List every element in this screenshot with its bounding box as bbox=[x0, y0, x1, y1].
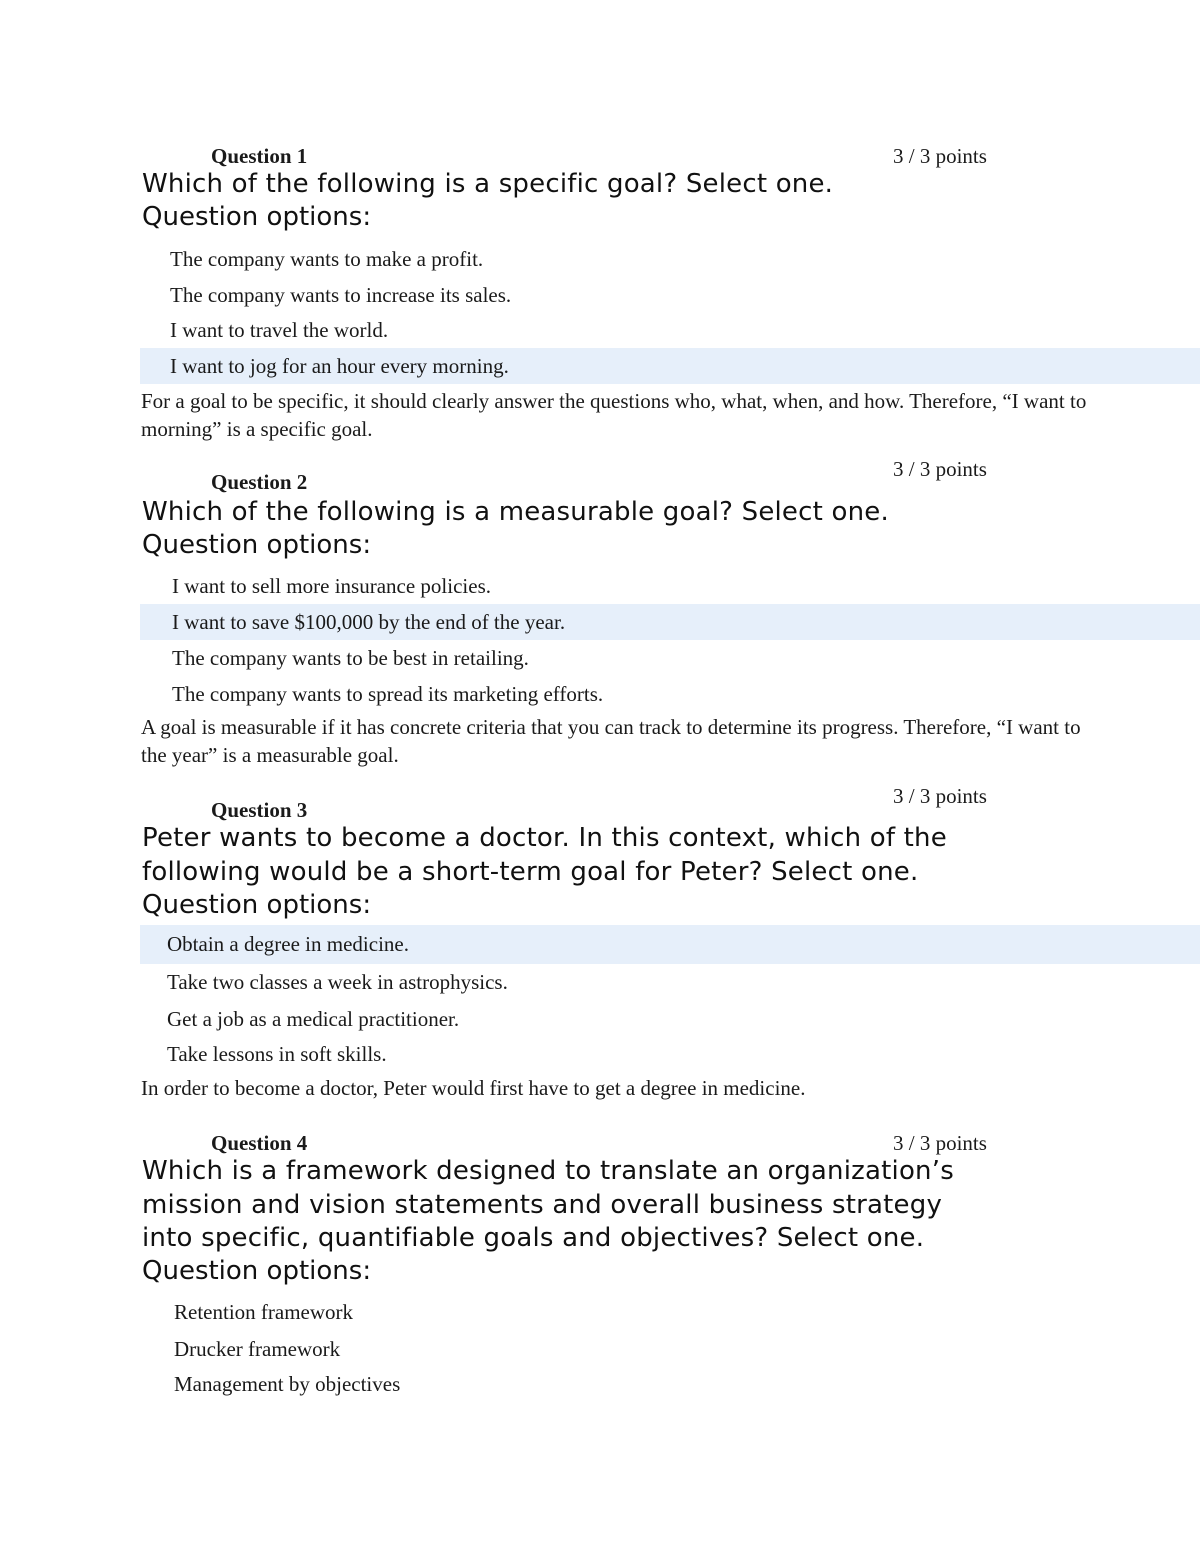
question-stem bbox=[142, 168, 833, 202]
answer-option-label: I want to travel the world. bbox=[170, 318, 389, 342]
question-points: 3 / 3 points bbox=[893, 784, 987, 808]
answer-option-selected[interactable] bbox=[140, 604, 1200, 640]
question-label: Question 1 bbox=[211, 144, 308, 168]
answer-option-label: Obtain a degree in medicine. bbox=[167, 932, 409, 956]
question-options-heading: Question options: bbox=[142, 890, 372, 920]
answer-feedback bbox=[141, 387, 1200, 443]
question-label: Question 2 bbox=[211, 470, 308, 494]
answer-option[interactable] bbox=[140, 964, 1200, 1000]
answer-option-label: Take lessons in soft skills. bbox=[167, 1042, 387, 1066]
question-stem bbox=[142, 1155, 954, 1256]
answer-option[interactable] bbox=[140, 1001, 1200, 1037]
question-points: 3 / 3 points bbox=[893, 457, 987, 481]
question-stem-line: Which is a framework designed to translate an organization’s bbox=[142, 1156, 954, 1186]
answer-option[interactable] bbox=[140, 568, 1200, 604]
answer-option[interactable] bbox=[140, 277, 1200, 313]
answer-option[interactable] bbox=[140, 676, 1200, 712]
answer-option-label: Take two classes a week in astrophysics. bbox=[167, 970, 508, 994]
answer-option-label: Retention framework bbox=[174, 1300, 354, 1324]
question-points: 3 / 3 points bbox=[893, 144, 987, 168]
question-stem-line: mission and vision statements and overall business strategy bbox=[142, 1189, 943, 1220]
answer-option-label: The company wants to increase its sales. bbox=[170, 283, 512, 307]
feedback-line: In order to become a doctor, Peter would first have to get a degree in medicine. bbox=[141, 1076, 806, 1100]
answer-option-label: Drucker framework bbox=[174, 1337, 341, 1361]
answer-feedback bbox=[141, 713, 1200, 769]
feedback-line: morning” is a specific goal. bbox=[141, 417, 373, 441]
answer-option[interactable] bbox=[140, 640, 1200, 676]
answer-option-label: Get a job as a medical practitioner. bbox=[167, 1007, 460, 1031]
answer-option-selected[interactable] bbox=[140, 348, 1200, 384]
question-points: 3 / 3 points bbox=[893, 1131, 987, 1155]
question-stem-line: into specific, quantifiable goals and objectives? Select one. bbox=[142, 1223, 925, 1253]
answer-option-label: The company wants to spread its marketing efforts. bbox=[172, 682, 604, 706]
question-stem bbox=[142, 496, 889, 530]
feedback-line: A goal is measurable if it has concrete criteria that you can track to determine its progress. Therefore, “I want to bbox=[141, 715, 1081, 739]
answer-option-label: The company wants to make a profit. bbox=[170, 247, 484, 271]
question-stem-line: Which of the following is a measurable goal? Select one. bbox=[142, 497, 889, 527]
question-stem bbox=[142, 822, 947, 889]
answer-option[interactable] bbox=[140, 1036, 1200, 1072]
question-options-heading: Question options: bbox=[142, 202, 372, 232]
answer-option[interactable] bbox=[140, 241, 1200, 277]
answer-option-label: The company wants to be best in retailing. bbox=[172, 646, 529, 670]
answer-option[interactable] bbox=[140, 1366, 1200, 1402]
question-label: Question 4 bbox=[211, 1131, 308, 1155]
answer-option[interactable] bbox=[140, 312, 1200, 348]
answer-option[interactable] bbox=[140, 1294, 1200, 1330]
question-stem-line: Peter wants to become a doctor. In this context, which of the bbox=[142, 823, 947, 853]
question-options-heading: Question options: bbox=[142, 1256, 372, 1286]
question-options-heading: Question options: bbox=[142, 530, 372, 560]
feedback-line: For a goal to be specific, it should clearly answer the questions who, what, when, and how. Therefore, “I want to bbox=[141, 389, 1087, 413]
feedback-line: the year” is a measurable goal. bbox=[141, 743, 399, 767]
question-stem-line: following would be a short-term goal for Peter? Select one. bbox=[142, 856, 919, 887]
question-stem-line: Which of the following is a specific goal? Select one. bbox=[142, 169, 834, 199]
answer-option-label: Management by objectives bbox=[174, 1372, 401, 1396]
answer-feedback bbox=[141, 1074, 1200, 1102]
answer-option-label: I want to sell more insurance policies. bbox=[172, 574, 491, 598]
question-label: Question 3 bbox=[211, 798, 308, 822]
answer-option[interactable] bbox=[140, 1331, 1200, 1367]
answer-option-label: I want to jog for an hour every morning. bbox=[170, 354, 509, 378]
answer-option-label: I want to save $100,000 by the end of the year. bbox=[172, 610, 566, 634]
answer-option-selected[interactable] bbox=[140, 925, 1200, 964]
